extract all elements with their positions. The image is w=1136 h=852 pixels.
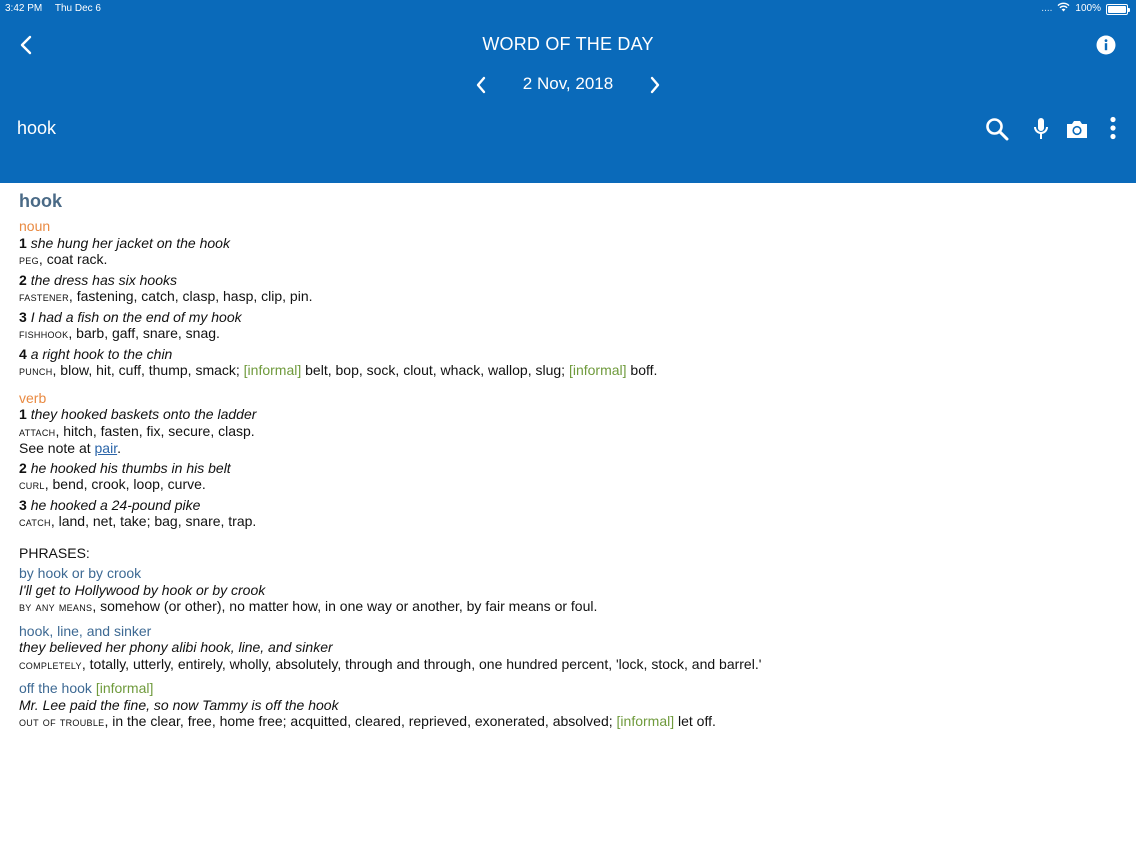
battery-percent: 100% [1075, 3, 1101, 14]
synonym-list: let off. [674, 713, 716, 729]
current-date: 2 Nov, 2018 [522, 74, 614, 93]
core-synonym: out of trouble [19, 714, 105, 729]
camera-icon [1065, 119, 1089, 139]
sense-example: I had a fish on the end of my hook [30, 308, 242, 325]
search-query[interactable]: hook [17, 118, 57, 138]
sense-noun-4 [19, 346, 1119, 380]
note-prefix: See note at [19, 440, 95, 456]
more-options-button[interactable] [1104, 114, 1122, 142]
phrase-headword: by hook or by crook [19, 565, 142, 581]
part-of-speech-noun: noun [19, 218, 51, 234]
sense-number: 2 [19, 271, 27, 288]
synonym-list: , coat rack. [38, 251, 108, 267]
app-header [0, 0, 1136, 183]
part-of-speech-verb: verb [19, 389, 47, 406]
register-label: [informal] [568, 362, 627, 378]
sense-verb-2 [19, 460, 1119, 494]
microphone-icon [1033, 117, 1049, 141]
info-icon [1096, 35, 1116, 55]
battery-icon [1106, 4, 1128, 15]
next-day-button[interactable] [644, 74, 666, 96]
core-synonym: attach [19, 423, 56, 439]
search-icon [985, 117, 1009, 141]
sense-verb-1 [19, 406, 1119, 457]
core-synonym: fishhook [19, 326, 69, 341]
status-time: 3:42 PM [5, 3, 43, 14]
wifi-icon [1057, 2, 1070, 17]
core-synonym: by any means [19, 599, 93, 614]
phrase-headword: off the hook [19, 680, 92, 696]
sense-example: he hooked a 24-pound pike [30, 496, 201, 513]
entry-content [19, 190, 1119, 731]
core-synonym: punch [19, 363, 53, 378]
sense-example: he hooked his thumbs in his belt [30, 459, 231, 476]
core-synonym: completely [19, 656, 82, 672]
page-title: WORD OF THE DAY [482, 34, 654, 54]
sense-noun-2 [19, 272, 1119, 306]
sense-noun-3 [19, 309, 1119, 343]
sense-example: the dress has six hooks [30, 271, 177, 288]
phrase-example: I'll get to Hollywood by hook or by crook [19, 581, 266, 598]
phrase-example: they believed her phony alibi hook, line, and sinker [19, 639, 333, 655]
sense-number: 3 [19, 308, 27, 325]
sense-example: a right hook to the chin [30, 345, 173, 362]
sense-number: 4 [19, 345, 27, 362]
phrase-2 [19, 623, 1119, 674]
chevron-right-icon [649, 76, 661, 94]
status-bar-left [5, 2, 111, 16]
sense-example: she hung her jacket on the hook [30, 234, 230, 251]
synonym-list: , blow, hit, cuff, thump, smack; [52, 362, 244, 378]
synonym-list: , barb, gaff, snare, snag. [68, 325, 220, 341]
sense-number: 1 [19, 406, 27, 422]
sense-example: they hooked baskets onto the ladder [30, 406, 257, 422]
note-suffix: . [117, 440, 121, 456]
status-date: Thu Dec 6 [54, 3, 101, 14]
phrases-heading: PHRASES: [19, 544, 90, 561]
synonym-list: , in the clear, free, home free; acquitted, cleared, reprieved, exonerated, absolved; [104, 713, 617, 729]
sense-number: 1 [19, 234, 27, 251]
phrase-1 [19, 565, 1119, 616]
voice-search-button[interactable] [1030, 116, 1052, 142]
synonym-list: belt, bop, sock, clout, whack, wallop, slug; [301, 362, 569, 378]
sense-number: 2 [19, 459, 27, 476]
synonym-list: , land, net, take; bag, snare, trap. [50, 513, 257, 529]
phrase-headword: hook, line, and sinker [19, 622, 152, 639]
core-synonym: fastener [19, 289, 69, 304]
camera-search-button[interactable] [1063, 116, 1091, 142]
core-synonym: peg [19, 252, 39, 267]
register-label: [informal] [95, 680, 154, 696]
core-synonym: catch [19, 514, 51, 529]
more-vertical-icon [1110, 116, 1116, 140]
register-label: [informal] [243, 362, 302, 378]
synonym-list: , totally, utterly, entirely, wholly, absolutely, through and through, one hundred percent, 'lock, stock, and barrel.' [81, 655, 762, 672]
info-button[interactable] [1094, 33, 1118, 57]
synonym-list: , fastening, catch, clasp, hasp, clip, pin. [68, 288, 313, 304]
synonym-list: boff. [626, 362, 658, 378]
cross-reference-link[interactable]: pair [94, 440, 118, 456]
synonym-list: , bend, crook, loop, curve. [44, 476, 206, 492]
register-label: [informal] [616, 713, 675, 729]
sense-verb-3 [19, 497, 1119, 531]
entry-headword: hook [19, 191, 62, 211]
sense-number: 3 [19, 496, 27, 513]
phrase-3 [19, 680, 1119, 731]
synonym-list: , hitch, fasten, fix, secure, clasp. [55, 422, 255, 439]
search-button[interactable] [984, 116, 1010, 142]
sense-noun-1 [19, 235, 1119, 269]
signal-dots: .... [1041, 3, 1053, 14]
core-synonym: curl [19, 477, 45, 492]
phrase-example: Mr. Lee paid the fine, so now Tammy is off the hook [19, 696, 339, 713]
status-bar-right [1041, 2, 1128, 16]
synonym-list: , somehow (or other), no matter how, in one way or another, by fair means or foul. [92, 598, 598, 614]
